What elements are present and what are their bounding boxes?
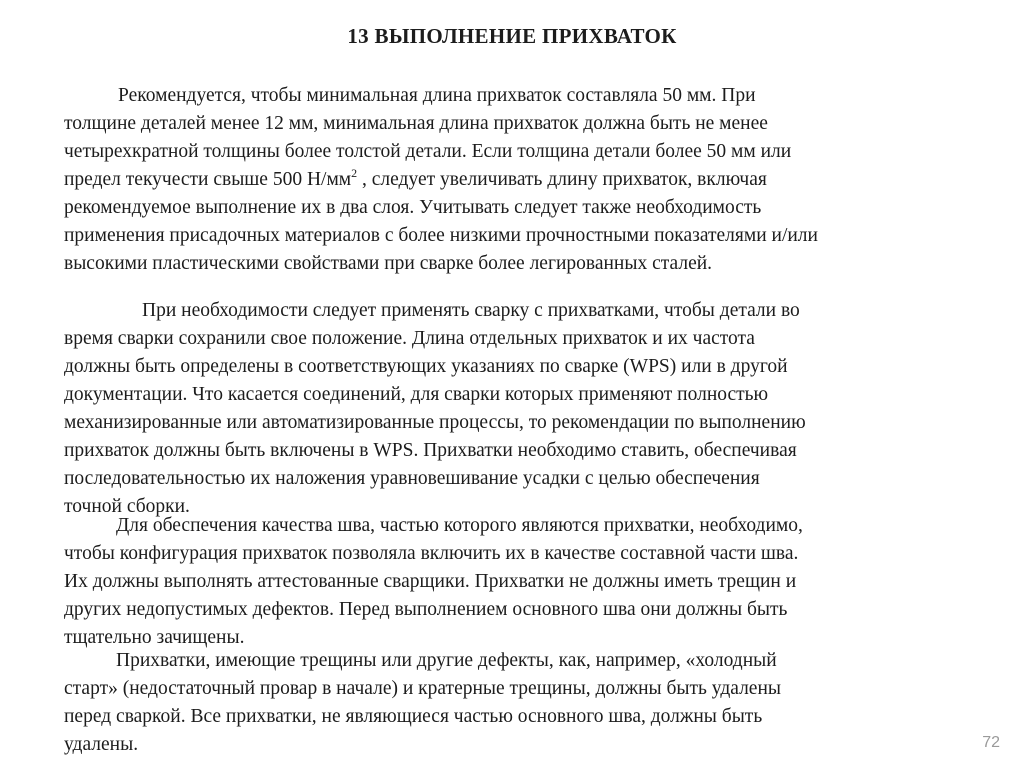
text-line: механизированные или автоматизированные процессы, то рекомендации по выполнению bbox=[64, 412, 806, 433]
text-line: прихваток должны быть включены в WPS. Прихватки необходимо ставить, обеспечивая bbox=[64, 440, 797, 461]
paragraph-4 bbox=[64, 647, 944, 759]
text-line: удалены. bbox=[64, 734, 139, 755]
text-line: Прихватки, имеющие трещины или другие дефекты, как, например, «холодный bbox=[116, 650, 777, 671]
text-line: других недопустимых дефектов. Перед выполнением основного шва они должны быть bbox=[64, 599, 788, 620]
text-line: При необходимости следует применять сварку с прихватками, чтобы детали во bbox=[142, 300, 800, 321]
text-line: Рекомендуется, чтобы минимальная длина прихваток составляла 50 мм. При bbox=[118, 85, 756, 106]
section-title: 13 ВЫПОЛНЕНИЕ ПРИХВАТОК bbox=[347, 24, 677, 48]
text-line: точной сборки. bbox=[64, 496, 190, 517]
text-line: рекомендуемое выполнение их в два слоя. Учитывать следует также необходимость bbox=[64, 197, 762, 218]
text-line: четырехкратной толщины более толстой детали. Если толщина детали более 50 мм или bbox=[64, 141, 792, 162]
text-line: должны быть определены в соответствующих указаниях по сварке (WPS) или в другой bbox=[64, 356, 788, 377]
text-line: тщательно зачищены. bbox=[64, 627, 245, 648]
text-segment: предел текучести свыше 500 Н/мм bbox=[64, 169, 352, 190]
text-line: применения присадочных материалов с более низкими прочностными показателями и/или bbox=[64, 225, 818, 246]
text-line: последовательностью их наложения уравновешивание усадки с целью обеспечения bbox=[64, 468, 760, 489]
paragraph-2 bbox=[64, 297, 944, 521]
superscript: 2 bbox=[351, 166, 358, 180]
page-number: 72 bbox=[982, 734, 1000, 751]
text-line: толщине деталей менее 12 мм, минимальная длина прихваток должна быть не менее bbox=[64, 113, 768, 134]
text-line: Их должны выполнять аттестованные сварщики. Прихватки не должны иметь трещин и bbox=[64, 571, 797, 592]
text-line: документации. Что касается соединений, для сварки которых применяют полностью bbox=[64, 384, 769, 405]
paragraph-3 bbox=[64, 512, 944, 652]
text-line: высокими пластическими свойствами при сварке более легированных сталей. bbox=[64, 253, 713, 274]
paragraph-1 bbox=[64, 82, 944, 278]
text-line: чтобы конфигурация прихваток позволяла включить их в качестве составной части шва. bbox=[64, 543, 799, 564]
text-line: время сварки сохранили свое положение. Длина отдельных прихваток и их частота bbox=[64, 328, 755, 349]
text-line bbox=[64, 166, 944, 194]
text-segment: , следует увеличивать длину прихваток, включая bbox=[357, 169, 767, 190]
text-line: перед сваркой. Все прихватки, не являющиеся частью основного шва, должны быть bbox=[64, 706, 763, 727]
text-line: Для обеспечения качества шва, частью которого являются прихватки, необходимо, bbox=[116, 515, 803, 536]
text-line: старт» (недостаточный провар в начале) и кратерные трещины, должны быть удалены bbox=[64, 678, 781, 699]
